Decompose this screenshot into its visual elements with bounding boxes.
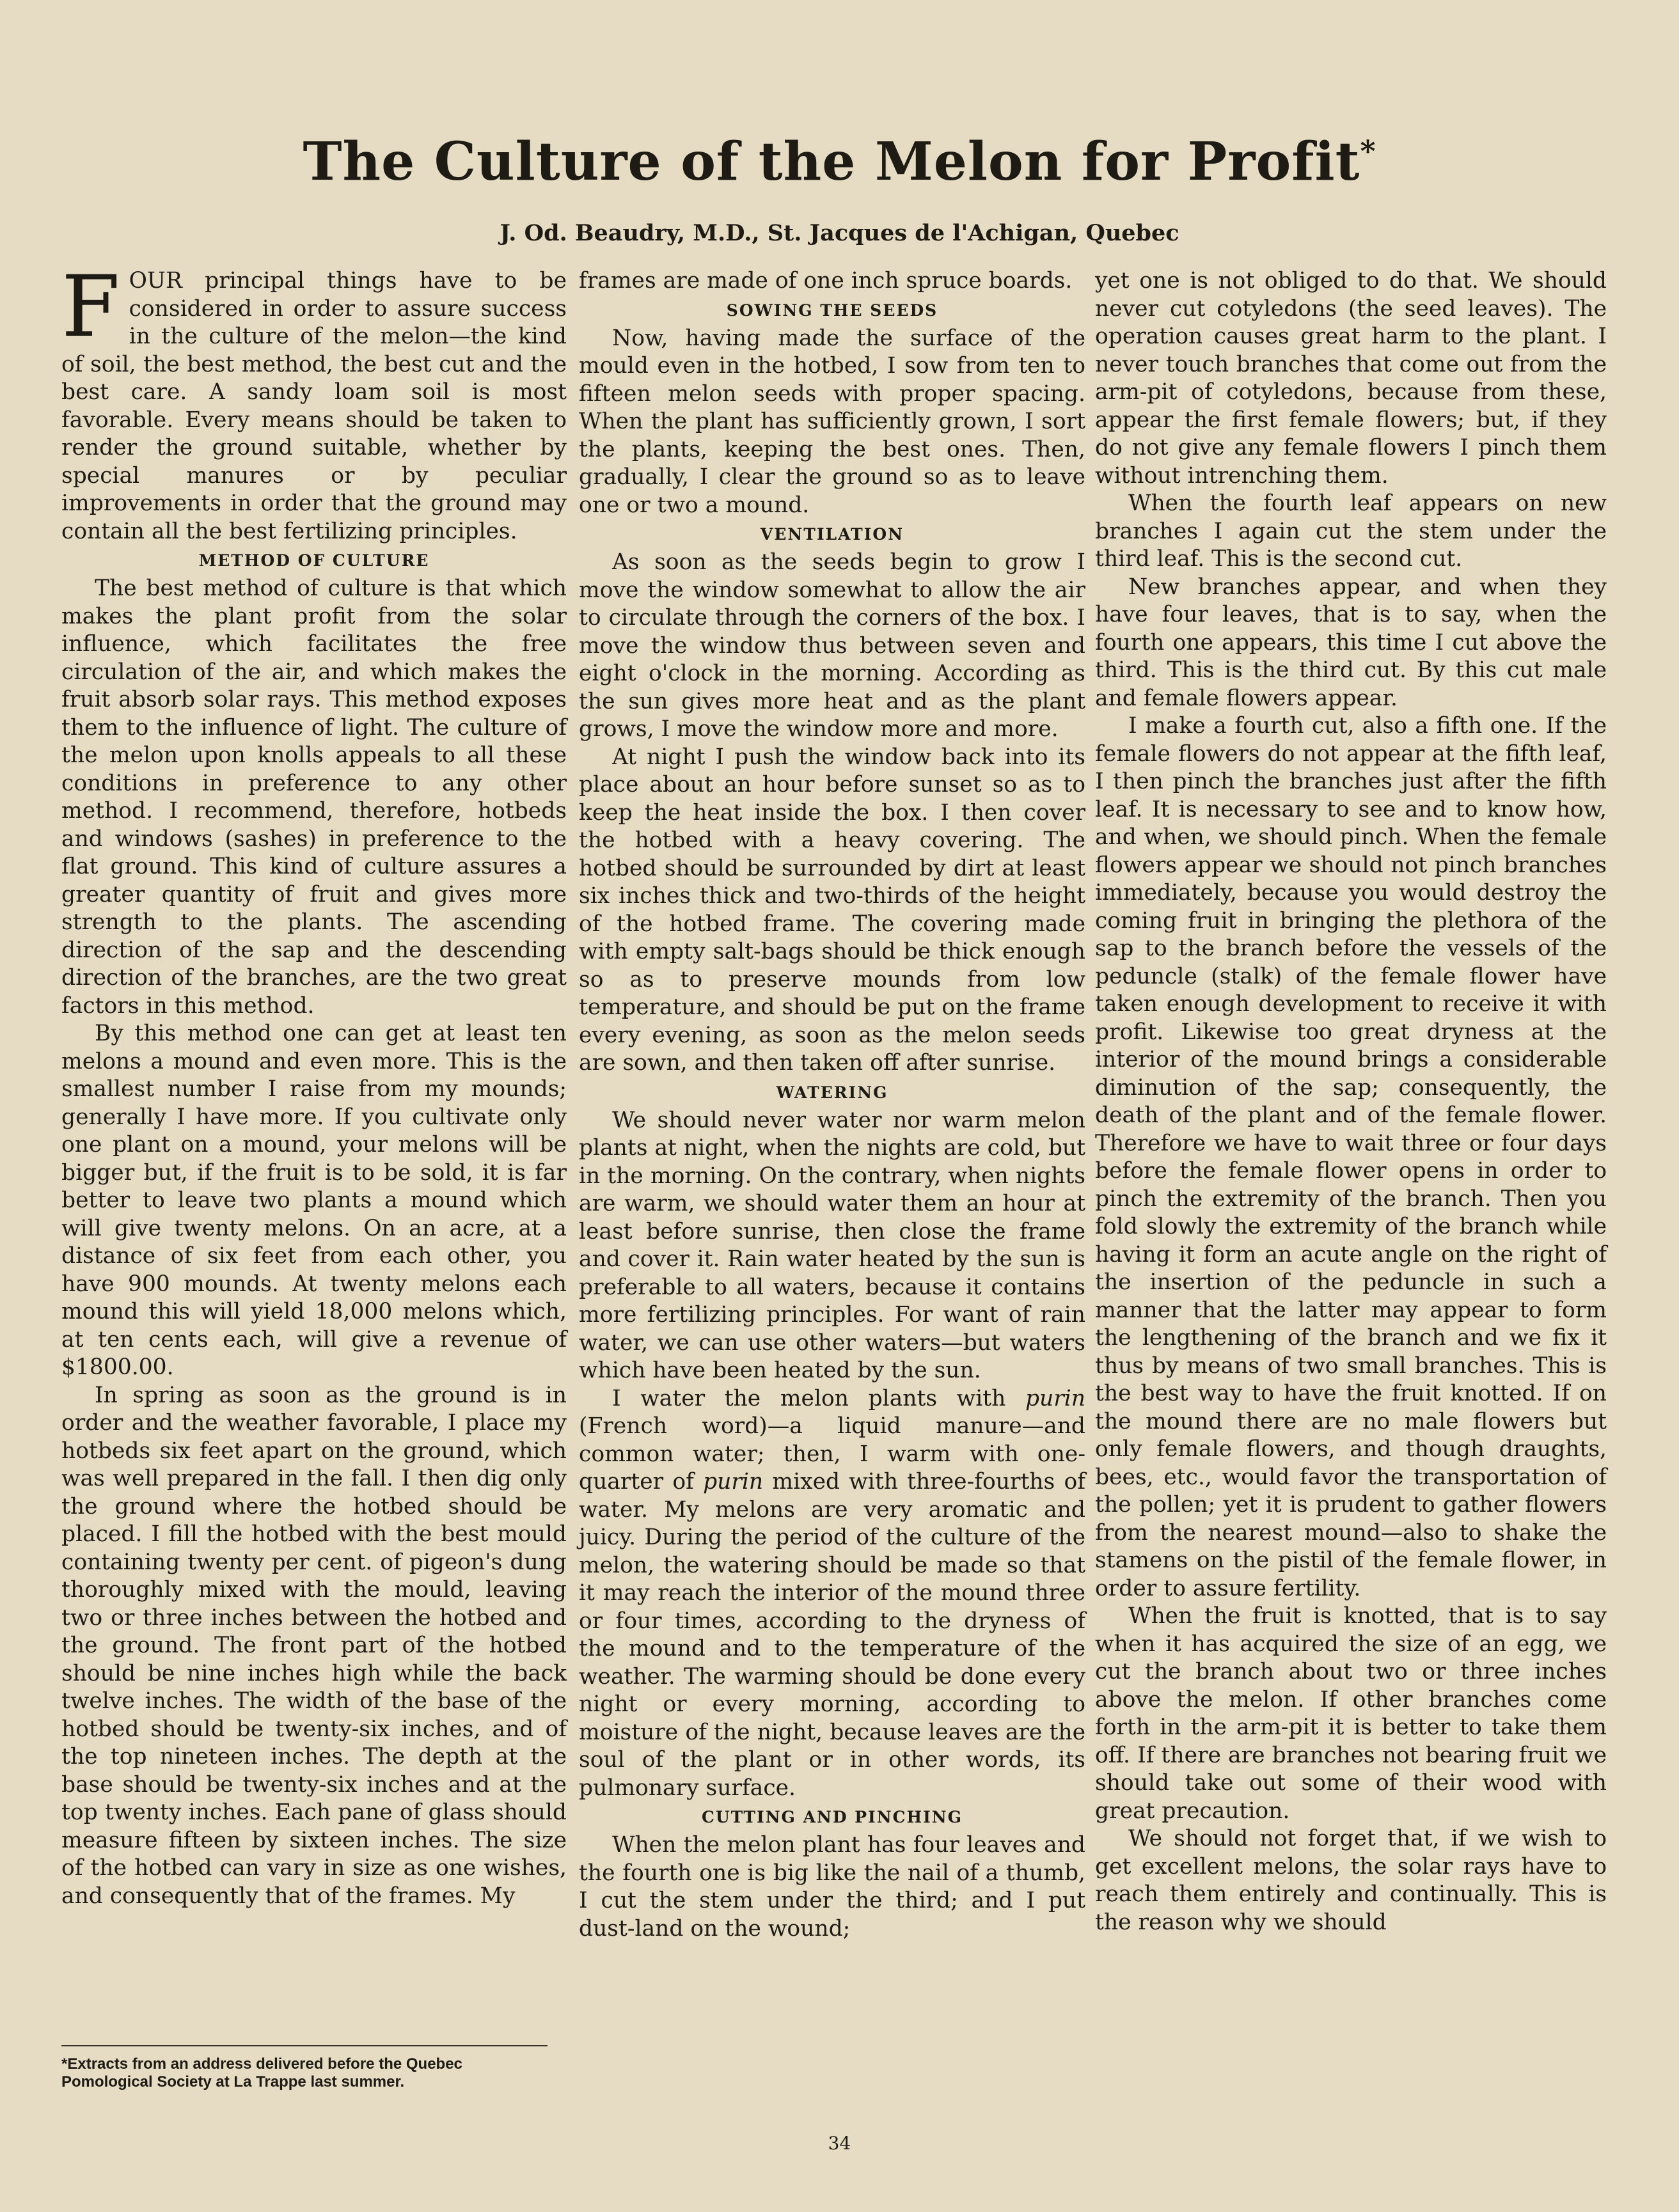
paragraph: The best method of culture is that which makes the plant profit from the solar influence, which facilitates the free circulation of the air, and which makes the fruit absorb solar rays. This method exposes them to the influence of light. The culture of the melon upon knolls appeals to all these conditions in preference to any other method. I recommend, therefore, hotbeds and windows (sashes) in preference to the flat ground. This kind of culture assures a greater quantity of fruit and gives more strength to the plants. The ascending direction of the sap and the descending direction of the branches, are the two great factors in this method. <box>61 576 567 1019</box>
section-heading-sowing: SOWING THE SEEDS <box>726 301 938 320</box>
italic-word: purin <box>703 1469 764 1494</box>
column-3 <box>1095 267 1607 1936</box>
section-heading-ventilation: VENTILATION <box>760 525 904 544</box>
intro-text: OUR principal things have to be considered in order to assure success in the culture of the melon—the kind of soil, the best method, the best cut and the best care. A sandy loam soil is most favorable. Every means should be taken to render the ground suitable, whether by special manures or by peculiar improvements in order that the ground may contain all the best fertilizing principles. <box>61 268 567 544</box>
footnote-marker: * <box>1360 134 1376 169</box>
column-1 <box>61 258 567 1910</box>
paragraph: At night I push the window back into its place about an hour before sunset so as to keep the heat inside the box. I then cover the hotbed with a heavy covering. The hotbed should be surrounded by dirt at least six inches thick and two-thirds of the height of the hotbed frame. The covering made with empty salt-bags should be thick enough so as to preserve mounds from low temperature, and should be put on the frame every evening, as soon as the melon seeds are sown, and then taken off after sunrise. <box>579 744 1085 1076</box>
paragraph-purin <box>579 1385 1085 1803</box>
paragraph: We should not forget that, if we wish to get excellent melons, the solar rays have to reach them entirely and continually. This is the reason why we should <box>1095 1826 1607 1935</box>
paragraph: Now, having made the surface of the mould even in the hotbed, I sow from ten to fifteen melon seeds with proper spacing. When the plant has sufficiently grown, I sort the plants, keeping the best ones. Then, gradually, I clear the ground so as to leave one or two a mound. <box>579 325 1085 518</box>
paragraph: When the fruit is knotted, that is to say when it has acquired the size of an egg, we cut the branch about two or three inches above the melon. If other branches come forth in the arm-pit it is better to take them off. If there are branches not bearing fruit we should take out some of their wood with great precaution. <box>1095 1603 1607 1824</box>
paragraph: When the fourth leaf appears on new branches I again cut the stem under the third leaf. This is the second cut. <box>1095 490 1607 572</box>
section-heading-method: METHOD OF CULTURE <box>198 551 430 570</box>
paragraph: As soon as the seeds begin to grow I move the window somewhat to allow the air to circulate through the corners of the box. I move the window thus between seven and eight o'clock in the morning. According as the sun gives more heat and as the plant grows, I move the window more and more. <box>579 549 1085 742</box>
paragraph: I make a fourth cut, also a fifth one. If the female flowers do not appear at the fifth leaf, I then pinch the branches just after the fifth leaf. It is necessary to see and to know how, and when, we should pinch. When the female flowers appear we should not pinch branches immediately, because you would destroy the coming fruit in bringing the plethora of the sap to the branch before the vessels of the peduncle (stalk) of the female flower have taken enough development to receive it with profit. Likewise too great dryness at the interior of the mound brings a considerable diminution of the sap; consequently, the death of the plant and of the female flower. Therefore we have to wait three or four days before the female flower opens in order to pinch the extremity of the branch. Then you fold slowly the extremity of the branch while having it form an acute angle on the right of the insertion of the peduncle in such a manner that the latter may appear to form the lengthening of the branch and we fix it thus by means of two small branches. This is the best way to have the fruit knotted. If on the mound there are no male flowers but only female flowers, and though draughts, bees, etc., would favor the transportation of the pollen; yet it is prudent to gather flowers from the nearest mound—also to shake the stamens on the pistil of the female flower, in order to assure fertility. <box>1095 713 1607 1601</box>
paragraph: yet one is not obliged to do that. We should never cut cotyledons (the seed leaves). The operation causes great harm to the plant. I never touch branches that come out from the arm-pit of cotyledons, because from these, appear the first female flowers; but, if they do not give any female flowers I pinch them without intrenching them. <box>1095 268 1607 489</box>
text-run: mixed with three-fourths of water. My melons are very aromatic and juicy. During the period of the culture of the melon, the watering should be made so that it may reach the interior of the mound three or four times, according to the dryness of the mound and to the temperature of the weather. The warming should be done every night or every morning, according to moisture of the night, because leaves are the soul of the plant or in other words, its pulmonary surface. <box>579 1469 1085 1801</box>
author-byline: J. Od. Beaudry, M.D., St. Jacques de l'Achigan, Quebec <box>500 220 1179 246</box>
section-heading-cutting: CUTTING AND PINCHING <box>701 1808 963 1826</box>
section-heading-watering: WATERING <box>776 1083 888 1102</box>
paragraph: When the melon plant has four leaves and the fourth one is big like the nail of a thumb, I cut the stem under the third; and I put dust-land on the wound; <box>579 1832 1085 1941</box>
page-number: 34 <box>828 2133 851 2154</box>
text-run: I water the melon plants with <box>612 1385 1025 1411</box>
footnote-divider <box>61 2045 548 2046</box>
paragraph: By this method one can get at least ten melons a mound and even more. This is the smallest number I raise from my mounds; generally I have more. If you cultivate only one plant on a mound, your melons will be bigger but, if the fruit is to be sold, it is far better to leave two plants a mound which will give twenty melons. On an acre, at a distance of six feet from each other, you have 900 mounds. At twenty melons each mound this will yield 18,000 melons which, at ten cents each, will give a revenue of $1800.00. <box>61 1021 567 1380</box>
italic-word: purin <box>1025 1385 1085 1411</box>
paragraph: In spring as soon as the ground is in order and the weather favorable, I place my hotbeds six feet apart on the ground, which was well prepared in the fall. I then dig only the ground where the hotbed should be placed. I fill the hotbed with the best mould containing twenty per cent. of pigeon's dung thoroughly mixed with the mould, leaving two or three inches between the hotbed and the ground. The front part of the hotbed should be nine inches high while the back twelve inches. The width of the base of the hotbed should be twenty-six inches, and of the top nineteen inches. The depth at the base should be twenty-six inches and at the top twenty inches. Each pane of glass should measure fifteen by sixteen inches. The size of the hotbed can vary in size as one wishes, and consequently that of the frames. My <box>61 1382 567 1909</box>
footnote: *Extracts from an address delivered before the Quebec Pomological Society at La Trappe last summer. <box>61 2055 462 2090</box>
column-2 <box>579 267 1085 1943</box>
text-run: (French word)—a liquid manure—and common water; then, I warm with one-quarter of <box>579 1413 1085 1494</box>
paragraph: We should never water nor warm melon plants at night, when the nights are cold, but in the morning. On the contrary, when nights are warm, we should water them an hour at least before sunrise, then close the frame and cover it. Rain water heated by the sun is preferable to all waters, because it contains more fertilizing principles. For want of rain water, we can use other waters—but waters which have been heated by the sun. <box>579 1107 1085 1383</box>
paragraph: frames are made of one inch spruce boards. <box>579 268 1073 294</box>
paragraph: New branches appear, and when they have four leaves, that is to say, when the fourth one appears, this time I cut above the third. This is the third cut. By this cut male and female flowers appear. <box>1095 574 1607 711</box>
article-title <box>0 131 1679 192</box>
intro-paragraph <box>61 258 567 545</box>
drop-cap: F <box>61 258 120 356</box>
article-title-text: The Culture of the Melon for Profit <box>303 131 1360 192</box>
